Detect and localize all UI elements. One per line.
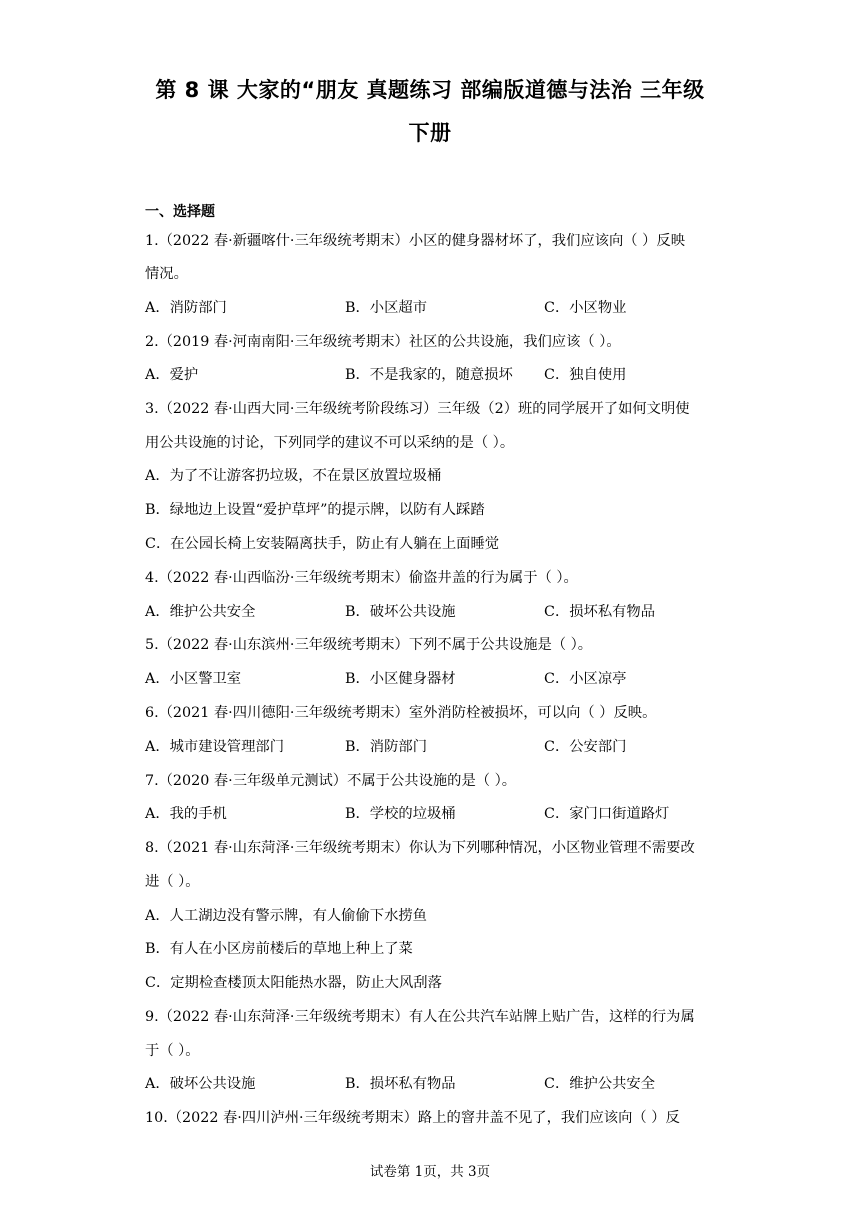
section-heading: 一、选择题 — [145, 204, 215, 220]
question-2-option-a: A．爱护 — [145, 367, 199, 383]
question-4-option-c: C．损坏私有物品 — [544, 604, 656, 620]
question-7-text: 7.（2020 春·三年级单元测试）不属于公共设施的是（ ）。 — [145, 773, 517, 789]
question-4-option-a: A．维护公共安全 — [145, 604, 256, 620]
question-8-option-b: B．有人在小区房前楼后的草地上种上了菜 — [145, 941, 413, 957]
question-8-option-c: C．定期检查楼顶太阳能热水器，防止大风刮落 — [145, 975, 442, 991]
question-6-text: 6.（2021 春·四川德阳·三年级统考期末）室外消防栓被损坏，可以向（ ）反映。 — [145, 705, 657, 721]
question-6-option-a: A．城市建设管理部门 — [145, 739, 284, 755]
question-9-option-b: B．损坏私有物品 — [345, 1076, 456, 1092]
question-9-option-c: C．维护公共安全 — [544, 1076, 656, 1092]
question-3-text-cont: 用公共设施的讨论，下列同学的建议不可以采纳的是（ ）。 — [145, 435, 515, 451]
question-8-text: 8.（2021 春·山东菏泽·三年级统考期末）你认为下列哪种情况，小区物业管理不需要改 — [145, 840, 695, 856]
question-6-option-c: C．公安部门 — [544, 739, 627, 755]
question-1-option-b: B．小区超市 — [345, 300, 427, 316]
question-6-option-b: B．消防部门 — [345, 739, 427, 755]
question-3-option-c: C．在公园长椅上安装隔离扶手，防止有人躺在上面睡觉 — [145, 536, 500, 552]
question-5-option-b: B．小区健身器材 — [345, 671, 456, 687]
question-1-option-c: C．小区物业 — [544, 300, 627, 316]
question-2-text: 2.（2019 春·河南南阳·三年级统考期末）社区的公共设施，我们应该（ ）。 — [145, 334, 621, 350]
question-1-option-a: A．消防部门 — [145, 300, 227, 316]
question-2-option-c: C．独自使用 — [544, 367, 627, 383]
question-7-option-a: A．我的手机 — [145, 806, 227, 822]
page-footer: 试卷第 1页，共 3页 — [369, 1164, 491, 1180]
question-5-option-c: C．小区凉亭 — [544, 671, 627, 687]
question-7-option-b: B．学校的垃圾桶 — [345, 806, 456, 822]
question-3-option-a: A．为了不让游客扔垃圾，不在景区放置垃圾桶 — [145, 468, 442, 484]
page-title-continued: 下册 — [408, 121, 452, 145]
question-9-option-a: A．破坏公共设施 — [145, 1076, 256, 1092]
question-1-text: 1.（2022 春·新疆喀什·三年级统考期末）小区的健身器材坏了，我们应该向（ ）反映 — [145, 233, 685, 249]
question-4-text: 4.（2022 春·山西临汾·三年级统考期末）偷盗井盖的行为属于（ ）。 — [145, 570, 578, 586]
question-1-text-cont: 情况。 — [145, 266, 188, 282]
question-8-option-a: A．人工湖边没有警示牌，有人偷偷下水捞鱼 — [145, 908, 427, 924]
question-4-option-b: B．破坏公共设施 — [345, 604, 456, 620]
question-10-text: 10.（2022 春·四川泸州·三年级统考期末）路上的窨井盖不见了，我们应该向（ ）反 — [145, 1110, 680, 1126]
question-5-text: 5.（2022 春·山东滨州·三年级统考期末）下列不属于公共设施是（ ）。 — [145, 637, 593, 653]
question-2-option-b: B．不是我家的，随意损坏 — [345, 367, 513, 383]
question-5-option-a: A．小区警卫室 — [145, 671, 242, 687]
question-7-option-c: C．家门口街道路灯 — [544, 806, 670, 822]
question-3-option-b: B．绿地边上设置“爱护草坪”的提示牌，以防有人踩踏 — [145, 502, 485, 518]
question-9-text: 9.（2022 春·山东菏泽·三年级统考期末）有人在公共汽车站牌上贴广告，这样的行为属 — [145, 1009, 695, 1025]
page-title: 第 8 课 大家的“朋友 真题练习 部编版道德与法治 三年级 — [155, 78, 705, 102]
question-3-text: 3.（2022 春·山西大同·三年级统考阶段练习）三年级（2）班的同学展开了如何文明使 — [145, 401, 690, 417]
question-8-text-cont: 进（ ）。 — [145, 874, 200, 890]
question-9-text-cont: 于（ ）。 — [145, 1043, 200, 1059]
